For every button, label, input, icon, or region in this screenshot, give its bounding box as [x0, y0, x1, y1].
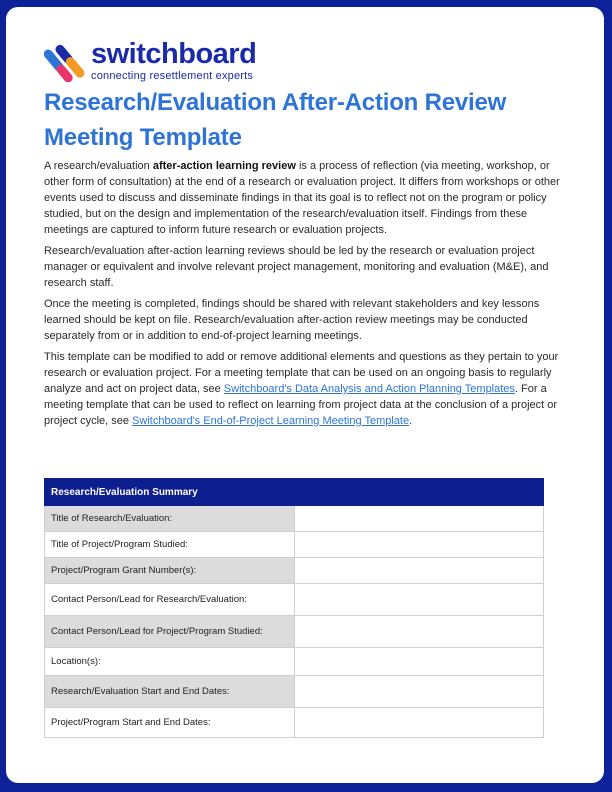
field-research-title[interactable] [294, 506, 544, 532]
intro-p4-part-b: . For a meeting template that can be used to reflect on learning from project data at the conclusion of a project or project cycle, see [44, 383, 558, 427]
intro-p1-bold-term: after-action learning review [152, 160, 296, 172]
summary-table-header: Research/Evaluation Summary [45, 479, 544, 506]
row-label-locations: Location(s): [45, 648, 295, 676]
switchboard-logo-mark-icon [44, 38, 88, 86]
row-label-research-dates: Research/Evaluation Start and End Dates: [45, 676, 295, 708]
row-label-project-title: Title of Project/Program Studied: [45, 532, 295, 558]
table-row [45, 616, 544, 648]
summary-table-header-row [45, 479, 544, 506]
row-label-grant-number: Project/Program Grant Number(s): [45, 558, 295, 584]
row-label-project-contact: Contact Person/Lead for Project/Program Studied: [45, 616, 295, 648]
intro-p1-end: is a process of reflection (via meeting, workshop, or other form of consultation) at the end of a research or evaluation project. It differs from workshops or other events used to discuss and disseminate findings in that its goal is to reflect not on the program or policy studied, but on the design and implementation of the research/evaluation itself. Findings from these meetings are captured to inform future research or evaluation projects. [44, 160, 560, 236]
link-data-analysis-templates[interactable]: Switchboard's Data Analysis and Action Planning Templates [223, 383, 515, 395]
page-title: Research/Evaluation After-Action Review Meeting Template [44, 89, 507, 151]
intro-p4-part-a: This template can be modified to add or remove additional elements and questions as they pertain to your research or evaluation project. For a meeting template that can be used on an ongoing basis to regularly analyze and act on project data, see [44, 351, 559, 395]
intro-p4-part-c: . [409, 415, 413, 427]
field-project-title[interactable] [294, 532, 544, 558]
intro-p1-start: A research/evaluation [44, 160, 153, 172]
link-end-of-project-template[interactable]: Switchboard's End-of-Project Learning Meeting Template [132, 415, 410, 427]
row-label-research-title: Title of Research/Evaluation: [45, 506, 295, 532]
field-locations[interactable] [294, 648, 544, 676]
table-row [45, 558, 544, 584]
table-row [45, 506, 544, 532]
logo-wordmark: switchboard [91, 38, 257, 70]
field-project-dates[interactable] [294, 708, 544, 738]
intro-paragraph-1 [44, 158, 572, 238]
field-research-dates[interactable] [294, 676, 544, 708]
intro-paragraph-2: Research/evaluation after-action learning reviews should be led by the research or evaluation project manager or equivalent and involve relevant project management, monitoring and evaluation (M&E), and research staff. [44, 245, 549, 289]
row-label-project-dates: Project/Program Start and End Dates: [45, 708, 295, 738]
table-row [45, 532, 544, 558]
field-research-contact[interactable] [294, 584, 544, 616]
intro-paragraph-3: Once the meeting is completed, findings should be shared with relevant stakeholders and key lessons learned should be kept on file. Research/evaluation after-action review meetings may be conducted separately from or in addition to end-of-project learning meetings. [44, 298, 540, 342]
table-row [45, 708, 544, 738]
logo-tagline: connecting resettlement experts [91, 70, 254, 82]
row-label-research-contact: Contact Person/Lead for Research/Evaluation: [45, 584, 295, 616]
summary-table [44, 478, 544, 738]
intro-paragraph-4 [44, 349, 572, 429]
field-grant-number[interactable] [294, 558, 544, 584]
table-row [45, 676, 544, 708]
field-project-contact[interactable] [294, 616, 544, 648]
table-row [45, 584, 544, 616]
table-row [45, 648, 544, 676]
intro-text [44, 158, 572, 434]
switchboard-logo [44, 38, 284, 92]
document-page [6, 7, 604, 783]
